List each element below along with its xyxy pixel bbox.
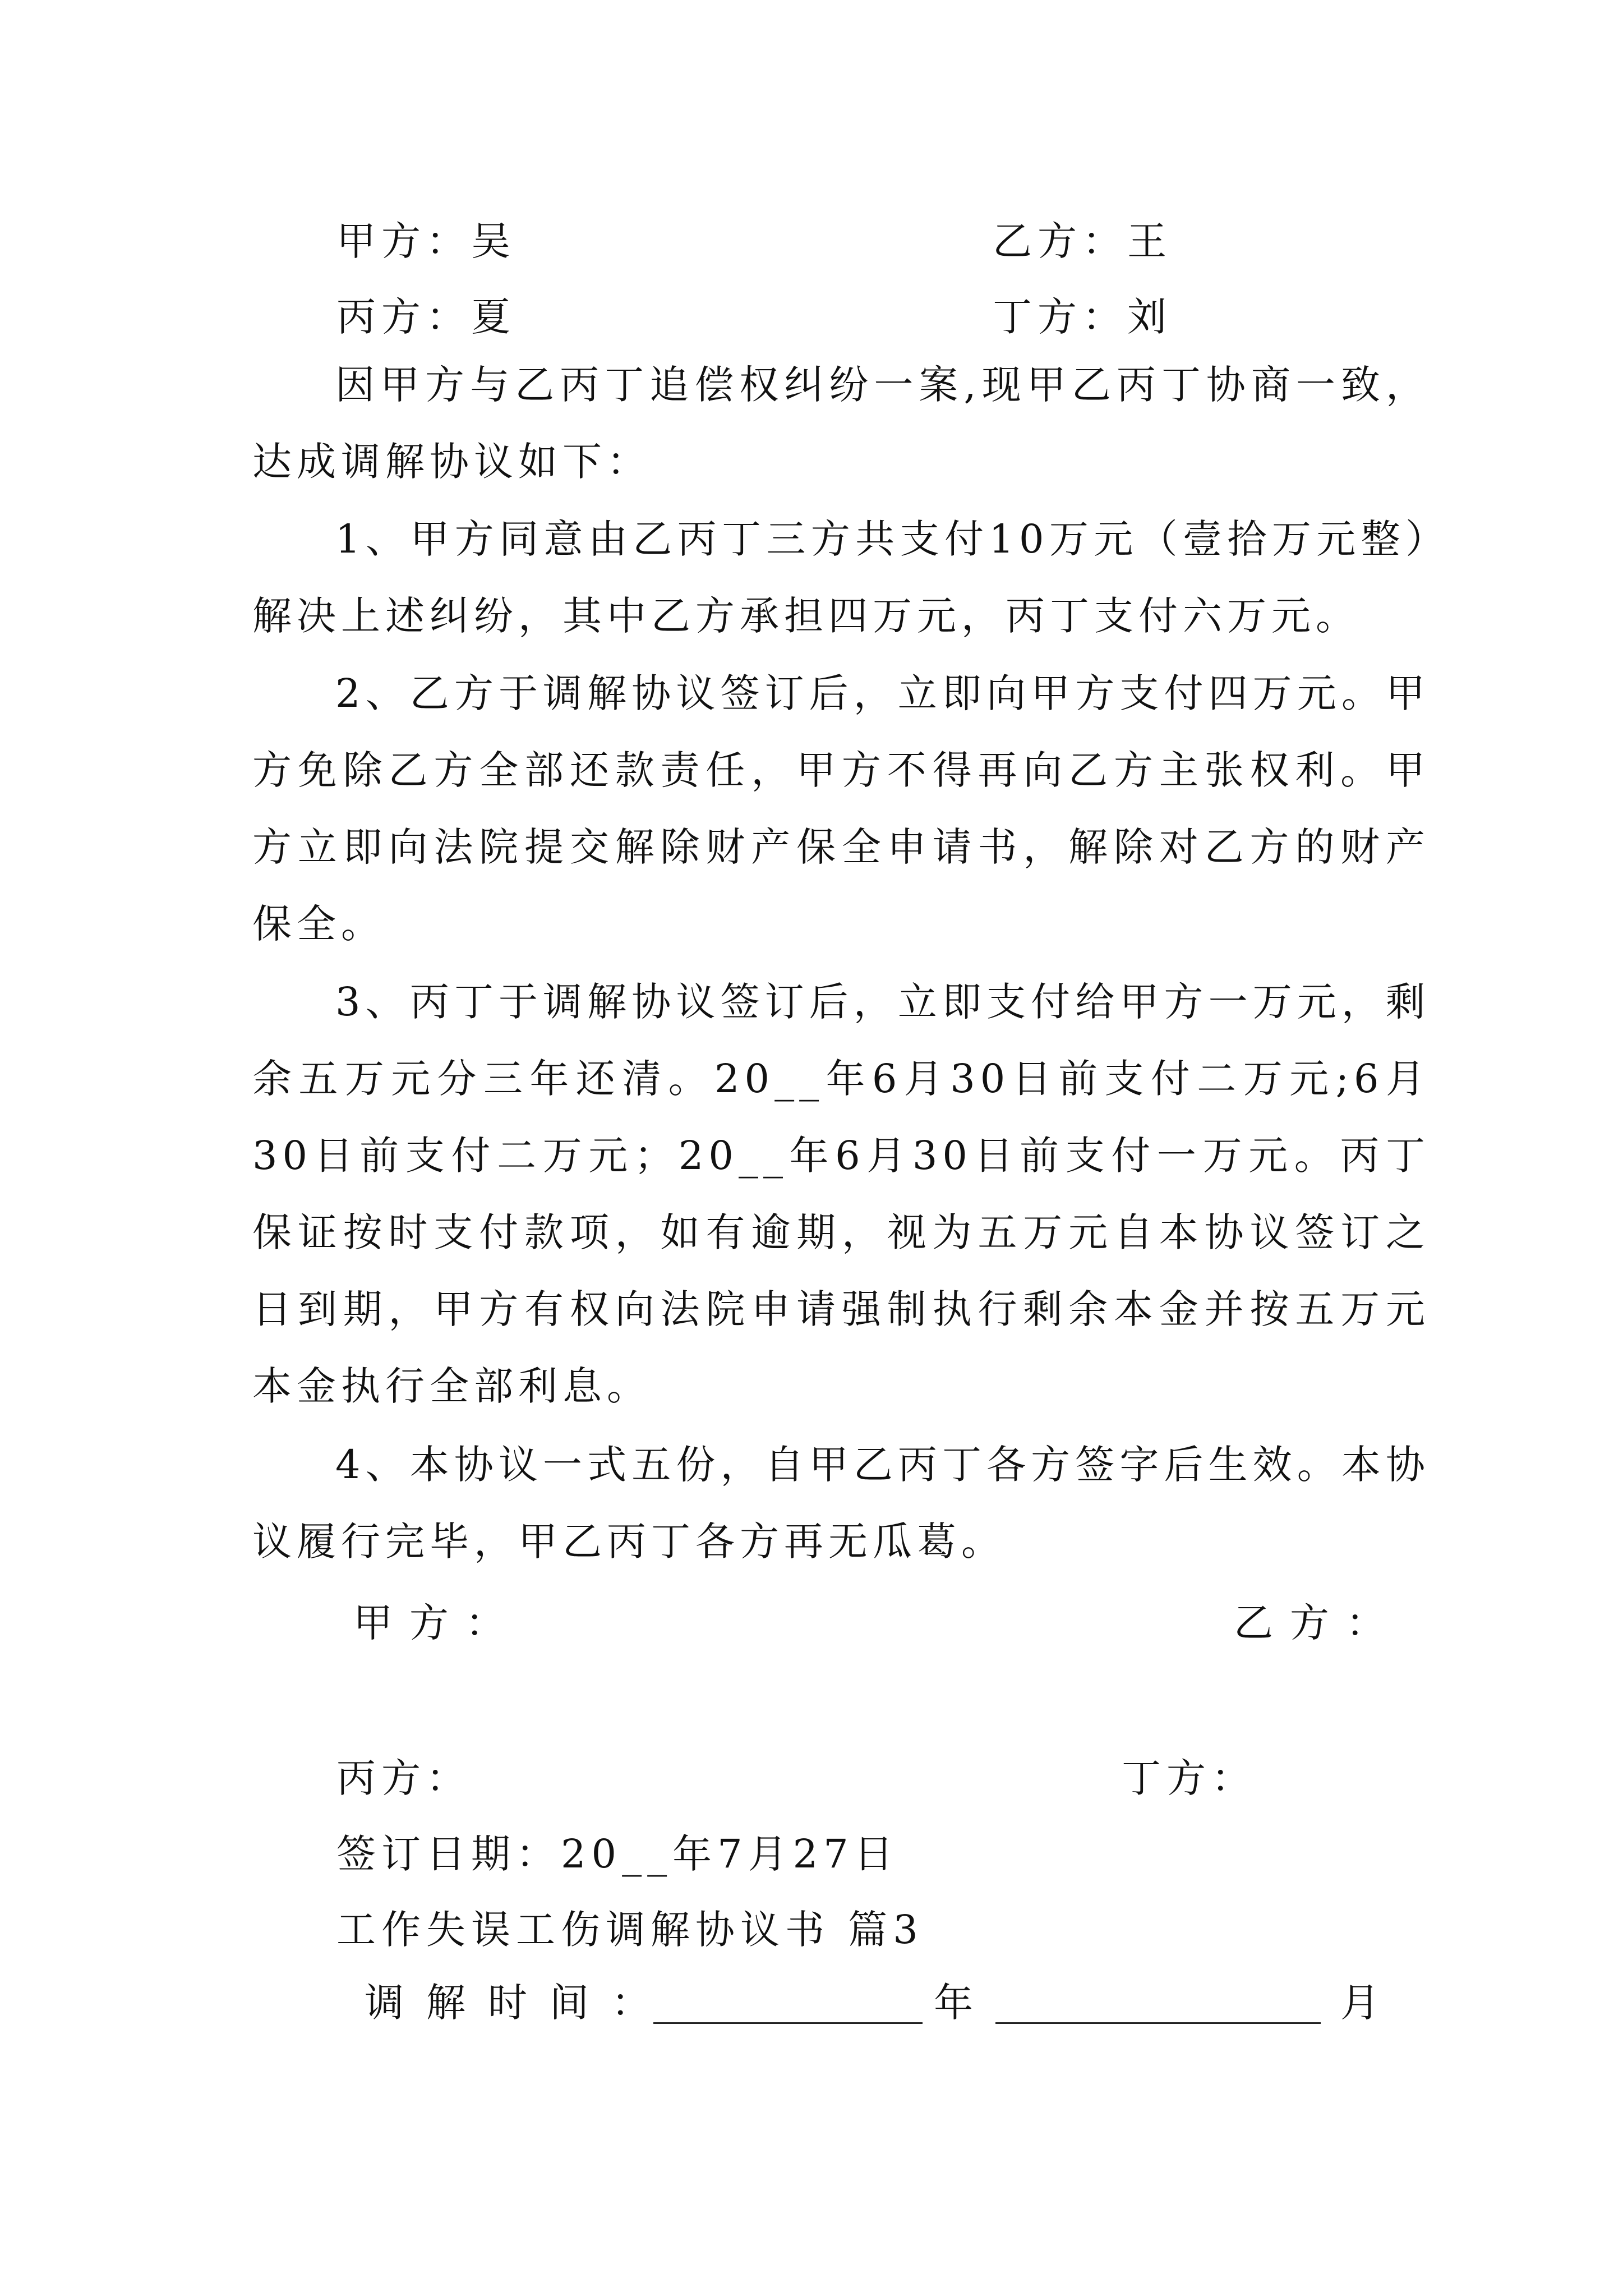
month-blank-line bbox=[995, 1987, 1321, 2024]
sign-date: 签订日期：20__年7月27日 bbox=[336, 1831, 899, 1877]
signature-party-a: 甲方： bbox=[353, 1600, 522, 1646]
clause-3: 3、丙丁于调解协议签订后，立即支付给甲方一万元，剩余五万元分三年还清。20__年6月30日前支付二万元;6月30日前支付二万元；20__年6月30日前支付一万元。丙丁保证按时支付款项，如有逾期，视为五万元自本协议签订之日到期，甲方有权向法院申请强制执行剩余本金并按五万元本金执行全部利息。 bbox=[252, 979, 1430, 1409]
signature-party-c: 丙方： bbox=[336, 1755, 471, 1801]
clause-1: 1、甲方同意由乙丙丁三方共支付10万元（壹拾万元整）解决上述纠纷，其中乙方承担四万元，丙丁支付六万元。 bbox=[252, 516, 1430, 639]
mediation-time-row bbox=[365, 1980, 673, 2026]
party-d-line: 丁方：刘 bbox=[993, 294, 1172, 340]
signature-party-b: 乙方： bbox=[1234, 1600, 1402, 1646]
year-blank-line bbox=[653, 1987, 923, 2024]
intro-paragraph: 因甲方与乙丙丁追偿权纠纷一案,现甲乙丙丁协商一致，达成调解协议如下： bbox=[252, 362, 1430, 485]
section-heading: 工作失误工伤调解协议书 篇3 bbox=[336, 1907, 924, 1953]
clause-2: 2、乙方于调解协议签订后，立即向甲方支付四万元。甲方免除乙方全部还款责任，甲方不得再向乙方主张权利。甲方立即向法院提交解除财产保全申请书，解除对乙方的财产保全。 bbox=[252, 670, 1430, 947]
signature-party-d: 丁方： bbox=[1122, 1755, 1256, 1801]
clause-4: 4、本协议一式五份，自甲乙丙丁各方签字后生效。本协议履行完毕，甲乙丙丁各方再无瓜葛。 bbox=[252, 1442, 1430, 1565]
party-b-line: 乙方：王 bbox=[993, 218, 1172, 264]
mediation-month-unit: 月 bbox=[1340, 1980, 1385, 2026]
mediation-time-label: 调解时间： bbox=[365, 1980, 673, 2026]
mediation-year-unit: 年 bbox=[934, 1980, 979, 2026]
party-a-line: 甲方：吴 bbox=[336, 218, 516, 264]
party-c-line: 丙方：夏 bbox=[336, 294, 516, 340]
